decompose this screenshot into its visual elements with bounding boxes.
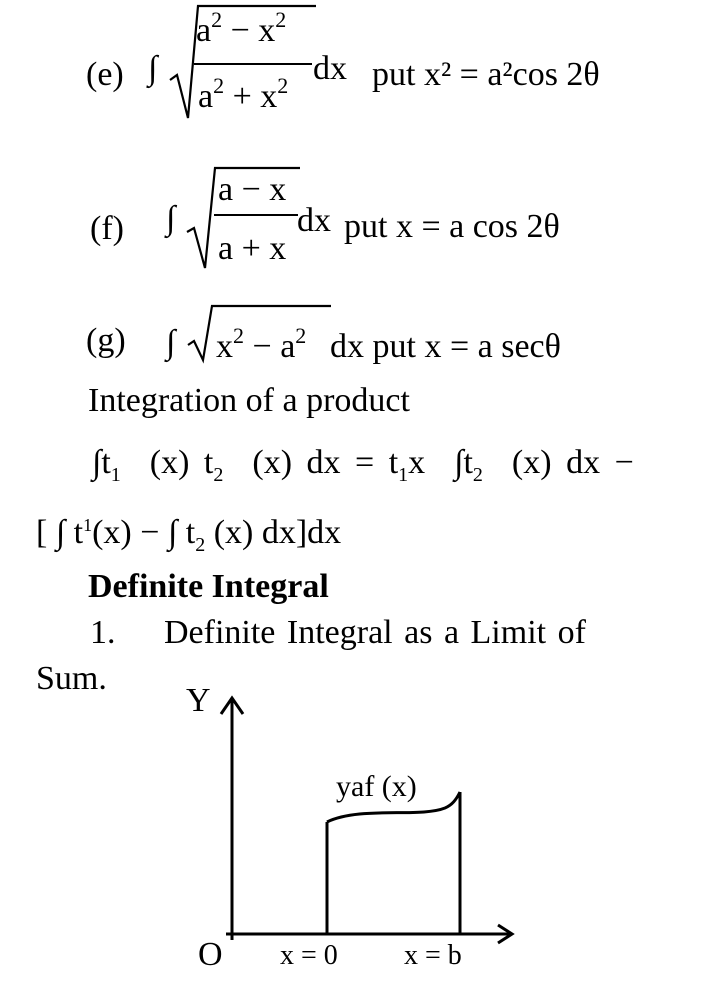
integral-sign: ∫ [166,200,176,237]
x-start-label: x = 0 [280,940,338,971]
definite-item-number: 1. [90,614,116,651]
item-f-label: (f) [90,210,124,247]
f-dx: dx [297,202,331,239]
e-substitution: put x² = a²cos 2θ [372,56,600,93]
e-dx: dx [313,50,347,87]
integral-sign: ∫ [166,324,176,361]
f-denominator: a + x [218,230,287,267]
y-axis-label: Y [186,682,211,719]
e-denominator: $a^2 + x^2$ [198,73,289,115]
curve-label: yaf (x) [336,770,417,803]
product-formula-line2: [ ∫ $t^1(x)$ − ∫ $t_2$ (x) dx]dx [36,514,342,556]
f-substitution: put x = a cos 2θ [344,208,560,245]
item-g-label: (g) [86,322,126,359]
origin-label: O [198,936,223,973]
f-numerator: a − x [218,171,287,208]
definite-heading: Definite Integral [88,568,329,605]
integral-sign: ∫ [148,50,158,87]
product-heading: Integration of a product [88,382,410,419]
definite-item-text-cont: Sum. [36,660,107,697]
e-numerator: $a^2 - x^2$ [196,7,287,49]
item-e-label: (e) [86,56,124,93]
product-formula-line1: $\int t_1$ (x) $t_2$ (x) dx = $t_1x$ $\int t_2$ (x) dx − [92,444,634,486]
g-tail: dx put x = a secθ [330,328,561,365]
x-end-label: x = b [404,940,462,971]
g-radicand: $x^2 - a^2$ [216,323,307,365]
definite-item-text: Definite Integral as a Limit of [164,614,586,651]
